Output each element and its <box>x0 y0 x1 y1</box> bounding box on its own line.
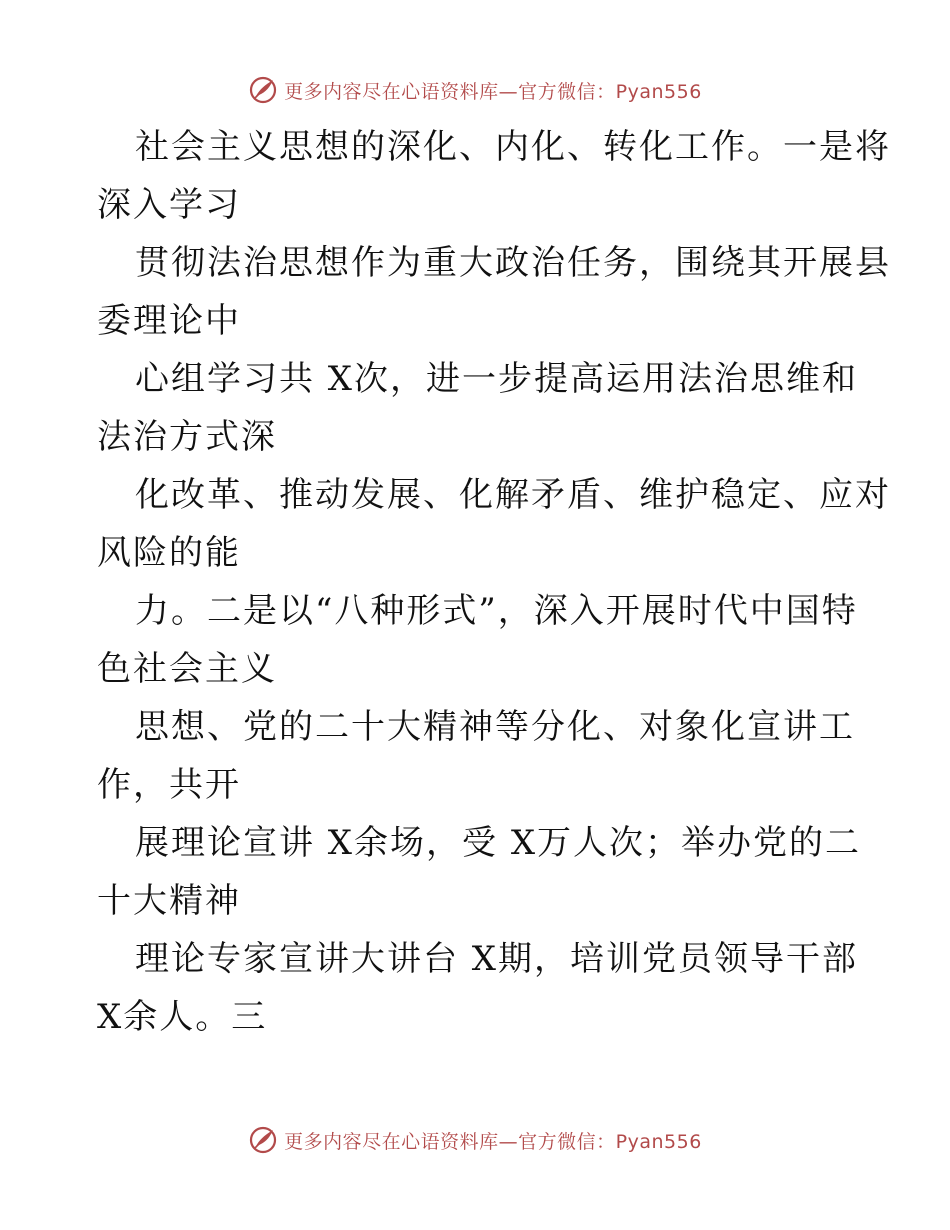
body-line: 化改革、推动发展、化解矛盾、维护稳定、应对 <box>135 475 891 515</box>
header-banner <box>0 70 950 110</box>
body-line: 思想、党的二十大精神等分化、对象化宣讲工 <box>135 707 855 747</box>
body-line: 作，共开 <box>97 765 241 805</box>
body-line: 十大精神 <box>97 881 241 921</box>
quill-logo-icon <box>248 1125 278 1155</box>
body-line: 心组学习共 X次，进一步提高运用法治思维和 <box>135 359 859 399</box>
header-banner-text: 更多内容尽在心语资料库—官方微信：Pyan556 <box>284 80 702 103</box>
body-line: 委理论中 <box>97 301 241 341</box>
body-line: 力。二是以“八种形式”，深入开展时代中国特 <box>135 591 858 631</box>
body-line: 风险的能 <box>97 533 241 573</box>
footer-banner-text: 更多内容尽在心语资料库—官方微信：Pyan556 <box>284 1130 702 1153</box>
document-body <box>97 118 891 1046</box>
body-line: 色社会主义 <box>97 649 277 689</box>
body-line: 法治方式深 <box>97 417 277 457</box>
body-line: 贯彻法治思想作为重大政治任务，围绕其开展县 <box>135 243 891 283</box>
footer-banner <box>0 1120 950 1160</box>
body-line: 社会主义思想的深化、内化、转化工作。一是将 <box>135 127 891 167</box>
body-line: X余人。三 <box>97 997 268 1037</box>
quill-logo-icon <box>248 75 278 105</box>
body-line: 深入学习 <box>97 185 241 225</box>
body-line: 展理论宣讲 X余场，受 X万人次；举办党的二 <box>135 823 862 863</box>
body-line: 理论专家宣讲大讲台 X期，培训党员领导干部 <box>135 939 859 979</box>
